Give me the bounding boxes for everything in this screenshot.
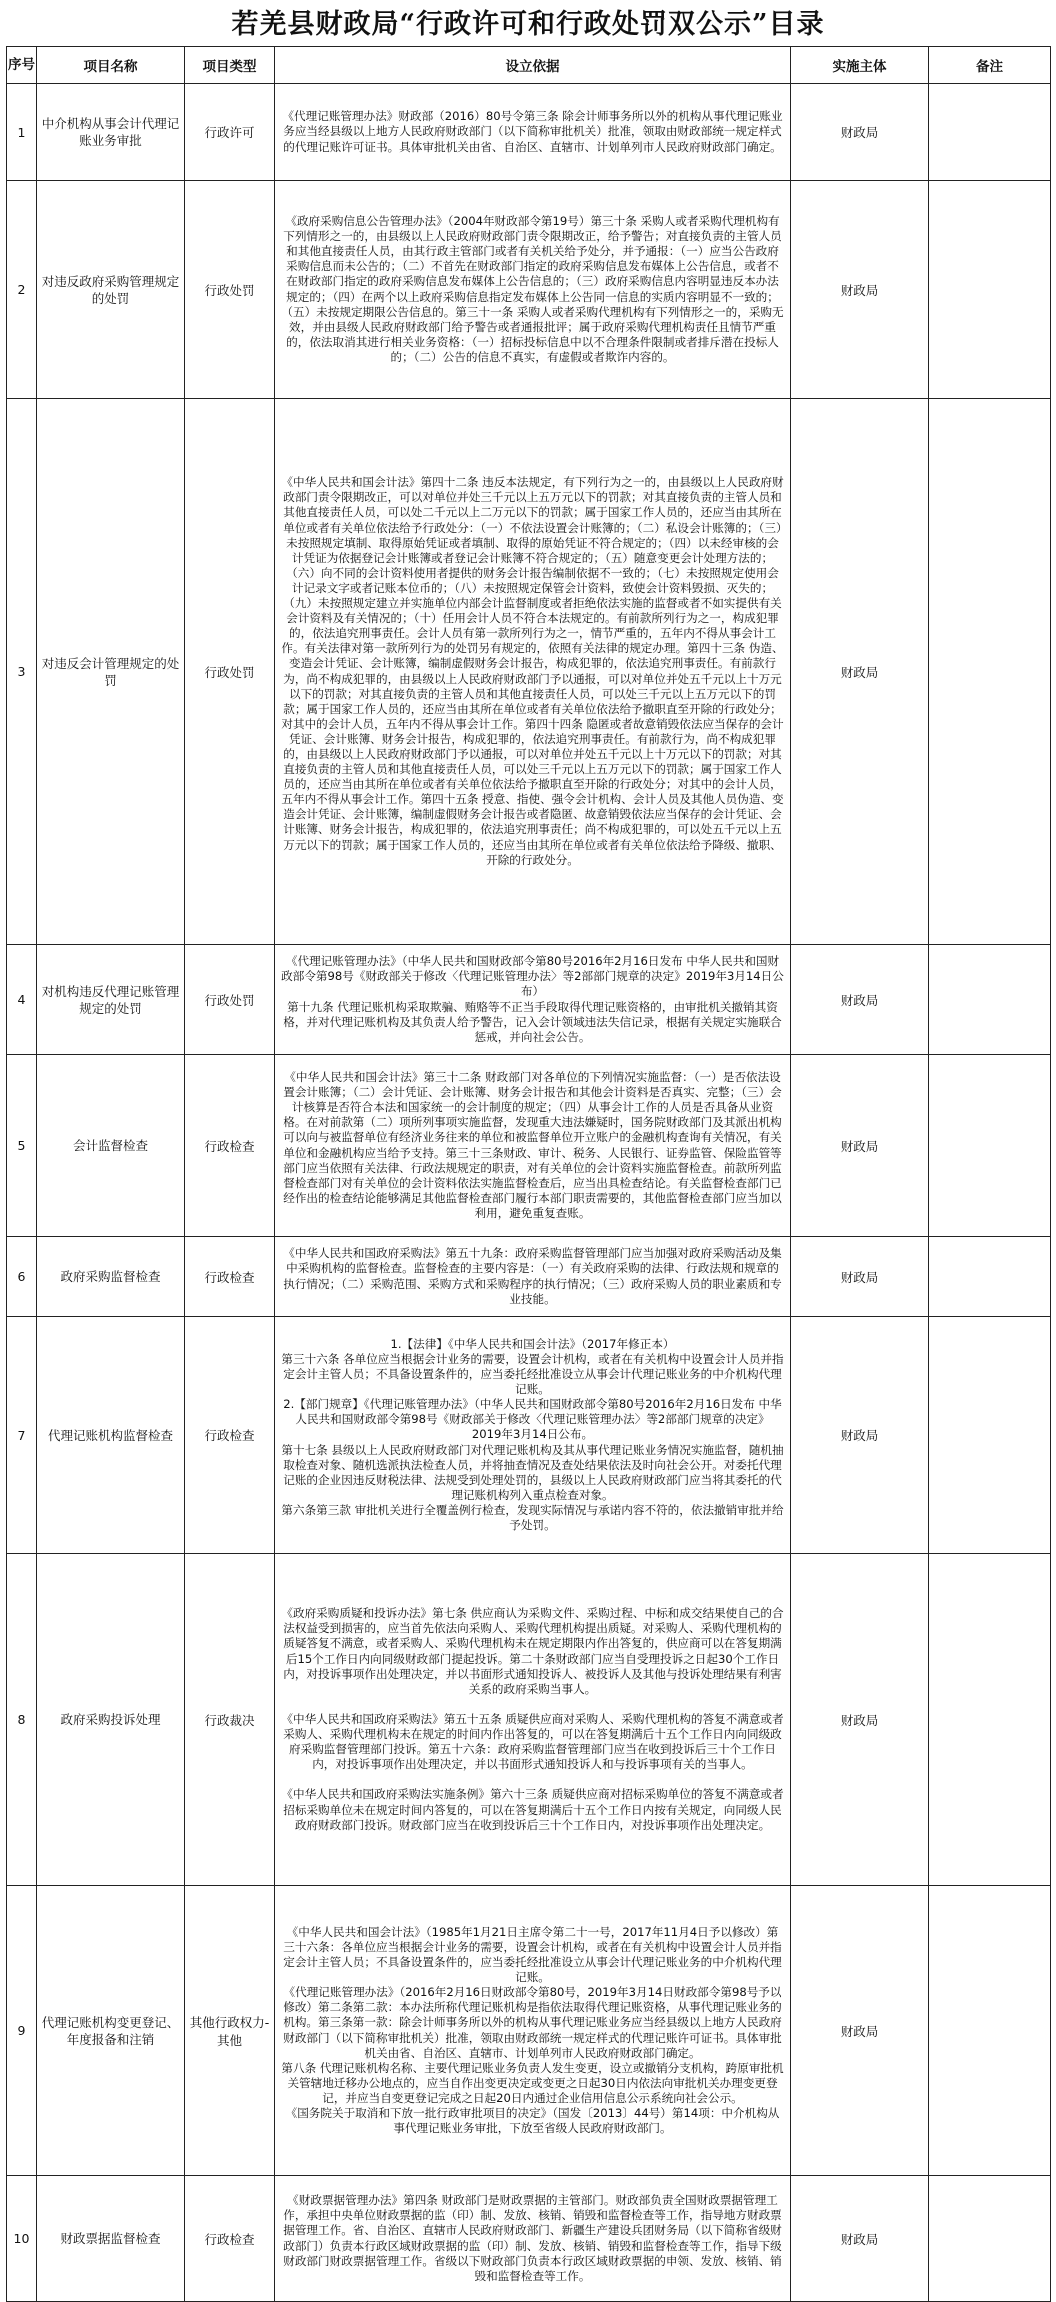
row-note (929, 2176, 1051, 2302)
header-name: 项目名称 (37, 47, 185, 84)
row-note (929, 945, 1051, 1055)
row-basis: 1.【法律】《中华人民共和国会计法》（2017年修正本） 第三十六条 各单位应当根据会计业务的需要，设置会计机构，或者在有关机构中设置会计人员并指定会计主管人员；不具备设置条件的，应当委托经批准设立从事会计代理记账业务的中介机构代理记账。 2.【部门规章】《代理记账管理办法》（中华人民共和国财政部令第80号2016年2月16日发布 中华人民共和国财政部令第98号《财政部关于修改〈代理记账管理办法〉等2部部门规章的决定》2019年3月14日公布。 第十七条 县级以上人民政府财政部门对代理记账机构及其从事代理记账业务情况实施监督，随机抽取检查对象、随机选派执法检查人员，并将抽查情况及查处结果依法及时向社会公开。对委托代理记账的企业因违反财税法律、法规受到处理处罚的，县级以上人民政府财政部门应当将其委托的代理记账机构列入重点检查对象。 第六条第三款 审批机关进行全覆盖例行检查，发现实际情况与承诺内容不符的，依法撤销审批并给予处罚。 (275, 1317, 791, 1554)
row-basis: 《中华人民共和国政府采购法》第五十九条：政府采购监督管理部门应当加强对政府采购活动及集中采购机构的监督检查。监督检查的主要内容是：（一）有关政府采购的法律、行政法规和规章的执行情况；（二）采购范围、采购方式和采购程序的执行情况；（三）政府采购人员的职业素质和专业技能。 (275, 1237, 791, 1317)
table-row (7, 1886, 1051, 2176)
header-unit: 实施主体 (791, 47, 929, 84)
row-unit: 财政局 (791, 1237, 929, 1317)
table-row (7, 399, 1051, 945)
row-name: 代理记账机构监督检查 (37, 1317, 185, 1554)
row-no: 4 (7, 945, 37, 1055)
row-note (929, 1886, 1051, 2176)
row-type: 行政裁决 (185, 1554, 275, 1886)
row-type: 行政处罚 (185, 399, 275, 945)
row-name: 会计监督检查 (37, 1055, 185, 1237)
row-basis: 《代理记账管理办法》（中华人民共和国财政部令第80号2016年2月16日发布 中华人民共和国财政部令第98号《财政部关于修改〈代理记账管理办法〉等2部部门规章的决定》2019年3月14日公布） 第十九条 代理记账机构采取欺骗、贿赂等不正当手段取得代理记账资格的，由审批机关撤销其资格，并对代理记账机构及其负责人给予警告，记入会计领域违法失信记录，根据有关规定实施联合惩戒，并向社会公告。 (275, 945, 791, 1055)
row-basis: 《代理记账管理办法》财政部（2016）80号令第三条 除会计师事务所以外的机构从事代理记账业务应当经县级以上地方人民政府财政部门（以下简称审批机关）批准，领取由财政部统一规定样式的代理记账许可证书。具体审批机关由省、自治区、直辖市、计划单列市人民政府财政部门确定。 (275, 84, 791, 181)
row-note (929, 1237, 1051, 1317)
row-type: 行政许可 (185, 84, 275, 181)
row-basis: 《中华人民共和国会计法》第三十二条 财政部门对各单位的下列情况实施监督：（一）是否依法设置会计账簿；（二）会计凭证、会计账簿、财务会计报告和其他会计资料是否真实、完整；（三）会计核算是否符合本法和国家统一的会计制度的规定；（四）从事会计工作的人员是否具备从业资格。在对前款第（二）项所列事项实施监督，发现重大违法嫌疑时，国务院财政部门及其派出机构可以向与被监督单位有经济业务往来的单位和被监督单位开立账户的金融机构查询有关情况，有关单位和金融机构应当给予支持。第三十三条财政、审计、税务、人民银行、证券监管、保险监管等部门应当依照有关法律、行政法规规定的职责，对有关单位的会计资料实施监督检查。前款所列监督检查部门对有关单位的会计资料依法实施监督检查后，应当出具检查结论。有关监督检查部门已经作出的检查结论能够满足其他监督检查部门履行本部门职责需要的，其他监督检查部门应当加以利用，避免重复查账。 (275, 1055, 791, 1237)
header-type: 项目类型 (185, 47, 275, 84)
row-basis: 《中华人民共和国会计法》（1985年1月21日主席令第二十一号，2017年11月4日予以修改）第三十六条：各单位应当根据会计业务的需要，设置会计机构，或者在有关机构中设置会计人员并指定会计主管人员；不具备设置条件的，应当委托经批准设立从事会计代理记账业务的中介机构代理记账。 《代理记账管理办法》（2016年2月16日财政部令第80号，2019年3月14日财政部令第98号予以修改）第二条第二款：本办法所称代理记账机构是指依法取得代理记账资格，从事代理记账业务的机构。第三条第一款：除会计师事务所以外的机构从事代理记账业务应当经县级以上地方人民政府财政部门（以下简称审批机关）批准，领取由财政部统一规定样式的代理记账许可证书。具体审批机关由省、自治区、直辖市、计划单列市人民政府财政部门确定。 第八条 代理记账机构名称、主要代理记账业务负责人发生变更，设立或撤销分支机构，跨原审批机关管辖地迁移办公地点的，应当自作出变更决定或变更之日起30日内依法向审批机关办理变更登记，并应当自变更登记完成之日起20日内通过企业信用信息公示系统向社会公示。 《国务院关于取消和下放一批行政审批项目的决定》（国发〔2013〕44号）第14项：中介机构从事代理记账业务审批，下放至省级人民政府财政部门。 (275, 1886, 791, 2176)
row-unit: 财政局 (791, 1055, 929, 1237)
row-type: 行政处罚 (185, 181, 275, 399)
row-name: 对机构违反代理记账管理规定的处罚 (37, 945, 185, 1055)
row-type: 行政处罚 (185, 945, 275, 1055)
row-no: 8 (7, 1554, 37, 1886)
table-row (7, 1055, 1051, 1237)
row-no: 10 (7, 2176, 37, 2302)
row-no: 3 (7, 399, 37, 945)
row-note (929, 181, 1051, 399)
row-unit: 财政局 (791, 181, 929, 399)
table-row (7, 181, 1051, 399)
table-row (7, 2176, 1051, 2302)
row-unit: 财政局 (791, 945, 929, 1055)
row-basis: 《政府采购质疑和投诉办法》第七条 供应商认为采购文件、采购过程、中标和成交结果使自己的合法权益受到损害的，应当首先依法向采购人、采购代理机构提出质疑。对采购人、采购代理机构的质疑答复不满意，或者采购人、采购代理机构未在规定期限内作出答复的，供应商可以在答复期满后15个工作日内向同级财政部门提起投诉。第二十条财政部门应当自受理投诉之日起30个工作日内，对投诉事项作出处理决定，并以书面形式通知投诉人、被投诉人及其他与投诉处理结果有利害关系的政府采购当事人。 《中华人民共和国政府采购法》第五十五条 质疑供应商对采购人、采购代理机构的答复不满意或者采购人、采购代理机构未在规定的时间内作出答复的，可以在答复期满后十五个工作日内向同级政府采购监督管理部门投诉。第五十六条：政府采购监督管理部门应当在收到投诉后三十个工作日内，对投诉事项作出处理决定，并以书面形式通知投诉人和与投诉事项有关的当事人。 《中华人民共和国政府采购法实施条例》第六十三条 质疑供应商对招标采购单位的答复不满意或者招标采购单位未在规定时间内答复的，可以在答复期满后十五个工作日内按有关规定，向同级人民政府财政部门投诉。财政部门应当在收到投诉后三十个工作日内，对投诉事项作出处理决定。 (275, 1554, 791, 1886)
row-note (929, 399, 1051, 945)
row-unit: 财政局 (791, 1886, 929, 2176)
header-row (7, 47, 1051, 84)
row-unit: 财政局 (791, 1554, 929, 1886)
table-row (7, 945, 1051, 1055)
row-basis: 《政府采购信息公告管理办法》（2004年财政部令第19号）第三十条 采购人或者采购代理机构有下列情形之一的，由县级以上人民政府财政部门责令限期改正，给予警告；对直接负责的主管人员和其他直接责任人员，由其行政主管部门或者有关机关给予处分，并予通报：（一）应当公告政府采购信息而未公告的；（二）不首先在财政部门指定的政府采购信息发布媒体上公告信息，或者不在财政部门指定的政府采购信息发布媒体上公告信息的；（三）政府采购信息内容明显违反本办法规定的；（四）在两个以上政府采购信息指定发布媒体上公告同一信息的实质内容明显不一致的；（五）未按规定期限公告信息的。第三十一条 采购人或者采购代理机构有下列情形之一的，采购无效，并由县级人民政府财政部门给予警告或者通报批评；属于政府采购代理机构责任且情节严重的，依法取消其进行相关业务资格：（一）招标投标信息中以不合理条件限制或者排斥潜在投标人的；（二）公告的信息不真实，有虚假或者欺诈内容的。 (275, 181, 791, 399)
row-unit: 财政局 (791, 1317, 929, 1554)
row-name: 对违反政府采购管理规定的处罚 (37, 181, 185, 399)
header-note: 备注 (929, 47, 1051, 84)
row-no: 7 (7, 1317, 37, 1554)
row-name: 政府采购投诉处理 (37, 1554, 185, 1886)
table-row (7, 1317, 1051, 1554)
row-note (929, 84, 1051, 181)
row-no: 1 (7, 84, 37, 181)
row-type: 行政检查 (185, 2176, 275, 2302)
table-row (7, 1554, 1051, 1886)
row-type: 行政检查 (185, 1317, 275, 1554)
row-note (929, 1317, 1051, 1554)
row-note (929, 1055, 1051, 1237)
row-no: 5 (7, 1055, 37, 1237)
row-unit: 财政局 (791, 84, 929, 181)
row-name: 中介机构从事会计代理记账业务审批 (37, 84, 185, 181)
header-basis: 设立依据 (275, 47, 791, 84)
row-name: 政府采购监督检查 (37, 1237, 185, 1317)
row-name: 对违反会计管理规定的处罚 (37, 399, 185, 945)
table-row (7, 1237, 1051, 1317)
catalog-table (6, 46, 1051, 2302)
row-type: 行政检查 (185, 1055, 275, 1237)
row-note (929, 1554, 1051, 1886)
row-basis: 《财政票据管理办法》第四条 财政部门是财政票据的主管部门。财政部负责全国财政票据管理工作，承担中央单位财政票据的监（印）制、发放、核销、销毁和监督检查等工作，指导地方财政票据管理工作。省、自治区、直辖市人民政府财政部门、新疆生产建设兵团财务局（以下简称省级财政部门）负责本行政区域财政票据的监（印）制、发放、核销、销毁和监督检查等工作，指导下级财政部门财政票据管理工作。省级以下财政部门负责本行政区域财政票据的申领、发放、核销、销毁和监督检查等工作。 (275, 2176, 791, 2302)
row-unit: 财政局 (791, 2176, 929, 2302)
table-row (7, 84, 1051, 181)
row-name: 财政票据监督检查 (37, 2176, 185, 2302)
row-basis: 《中华人民共和国会计法》第四十二条 违反本法规定，有下列行为之一的，由县级以上人民政府财政部门责令限期改正，可以对单位并处三千元以上五万元以下的罚款；对其直接负责的主管人员和其他直接责任人员，可以处二千元以上二万元以下的罚款；属于国家工作人员的，还应当由其所在单位或者有关单位依法给予行政处分：（一）不依法设置会计账簿的；（二）私设会计账簿的；（三）未按照规定填制、取得原始凭证或者填制、取得的原始凭证不符合规定的；（四）以未经审核的会计凭证为依据登记会计账簿或者登记会计账簿不符合规定的；（五）随意变更会计处理方法的；（六）向不同的会计资料使用者提供的财务会计报告编制依据不一致的；（七）未按照规定使用会计记录文字或者记账本位币的；（八）未按照规定保管会计资料，致使会计资料毁损、灭失的；（九）未按照规定建立并实施单位内部会计监督制度或者拒绝依法实施的监督或者不如实提供有关会计资料及有关情况的；（十）任用会计人员不符合本法规定的。有前款所列行为之一，构成犯罪的，依法追究刑事责任。会计人员有第一款所列行为之一，情节严重的，五年内不得从事会计工作。有关法律对第一款所列行为的处罚另有规定的，依照有关法律的规定办理。第四十三条 伪造、变造会计凭证、会计账簿，编制虚假财务会计报告，构成犯罪的，依法追究刑事责任。有前款行为，尚不构成犯罪的，由县级以上人民政府财政部门予以通报，可以对单位并处五千元以上十万元以下的罚款；对其直接负责的主管人员和其他直接责任人员，可以处三千元以上五万元以下的罚款；属于国家工作人员的，还应当由其所在单位或者有关单位依法给予撤职直至开除的行政处分；对其中的会计人员，五年内不得从事会计工作。第四十四条 隐匿或者故意销毁依法应当保存的会计凭证、会计账簿、财务会计报告，构成犯罪的，依法追究刑事责任。有前款行为，尚不构成犯罪的，由县级以上人民政府财政部门予以通报，可以对单位并处五千元以上十万元以下的罚款；对其直接负责的主管人员和其他直接责任人员，可以处三千元以上五万元以下的罚款；属于国家工作人员的，还应当由其所在单位或者有关单位依法给予撤职直至开除的行政处分；对其中的会计人员，五年内不得从事会计工作。第四十五条 授意、指使、强令会计机构、会计人员及其他人员伪造、变造会计凭证、会计账簿，编制虚假财务会计报告或者隐匿、故意销毁依法应当保存的会计凭证、会计账簿、财务会计报告，构成犯罪的，依法追究刑事责任；尚不构成犯罪的，可以处五千元以上五万元以下的罚款；属于国家工作人员的，还应当由其所在单位或者有关单位依法给予降级、撤职、开除的行政处分。 (275, 399, 791, 945)
row-no: 9 (7, 1886, 37, 2176)
row-no: 6 (7, 1237, 37, 1317)
row-name: 代理记账机构变更登记、年度报备和注销 (37, 1886, 185, 2176)
row-type: 其他行政权力-其他 (185, 1886, 275, 2176)
row-no: 2 (7, 181, 37, 399)
document-title: 若羌县财政局“行政许可和行政处罚双公示”目录 (231, 9, 825, 40)
header-no: 序号 (7, 47, 37, 84)
row-type: 行政检查 (185, 1237, 275, 1317)
row-unit: 财政局 (791, 399, 929, 945)
